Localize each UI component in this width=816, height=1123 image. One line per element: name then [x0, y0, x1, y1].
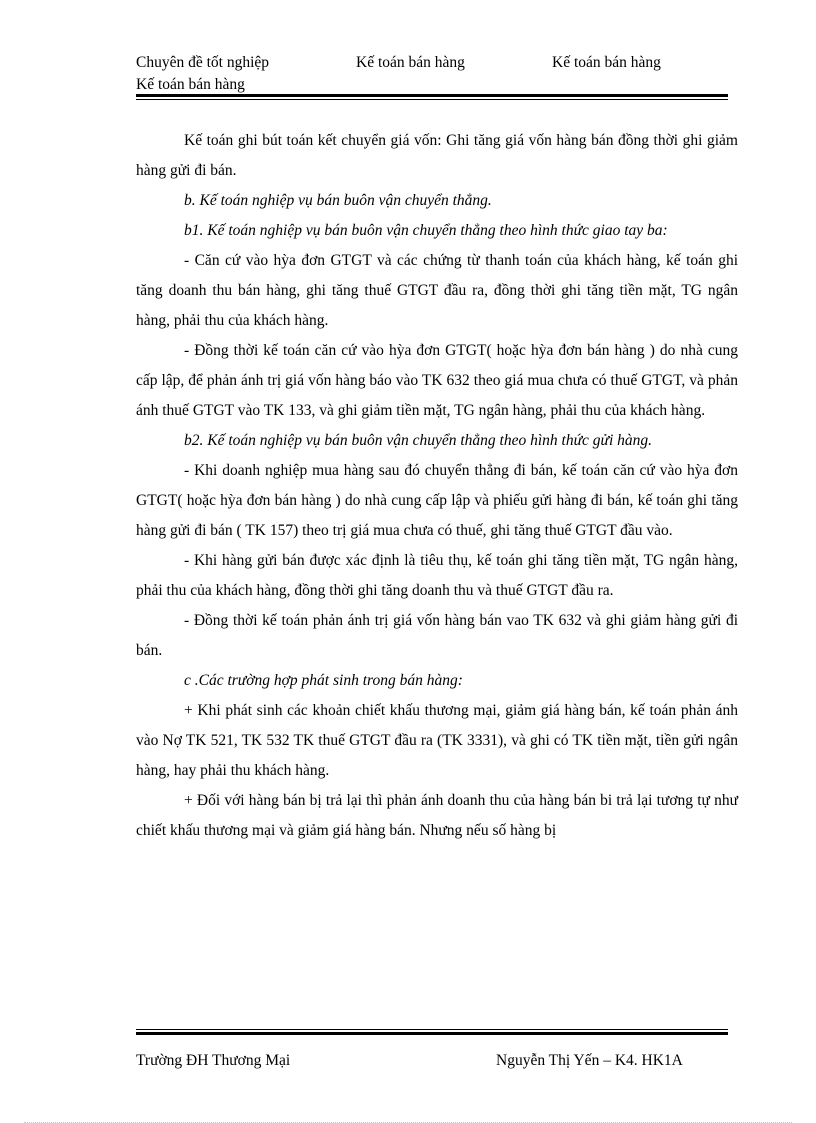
paragraph: - Đồng thời kế toán căn cứ vào hỳa đơn GTGT( hoặc hỳa đơn bán hàng ) do nhà cung cấp lập, để phản ánh trị giá vốn hàng báo vào TK 632 theo giá mua chưa có thuế GTGT, và phản ánh thuế GTGT vào TK 133, và ghi giảm tiền mặt, TG ngân hàng, phải thu của khách hàng. — [136, 342, 738, 419]
footer-rule-thin — [136, 1029, 728, 1030]
header-rule-thick — [136, 94, 728, 97]
paragraph: Kế toán ghi bút toán kết chuyển giá vốn: Ghi tăng giá vốn hàng bán đồng thời ghi giảm hàng gửi đi bán. — [136, 132, 738, 179]
header-second-line: Kế toán bán hàng — [136, 76, 245, 93]
section-heading-b: b. Kế toán nghiệp vụ bán buôn vận chuyển thẳng. — [184, 192, 492, 209]
body-text — [136, 126, 738, 846]
footer-rule — [136, 1029, 728, 1035]
header-row — [136, 54, 736, 74]
paragraph: - Căn cứ vào hỳa đơn GTGT và các chứng từ thanh toán của khách hàng, kế toán ghi tăng doanh thu bán hàng, ghi tăng thuế GTGT đầu ra, đồng thời ghi tăng tiền mặt, TG ngân hàng, phải thu của khách hàng. — [136, 252, 738, 329]
subsection-heading-b2: b2. Kế toán nghiệp vụ bán buôn vận chuyển thẳng theo hình thức gửi hàng. — [184, 432, 653, 449]
paragraph: + Khi phát sinh các khoản chiết khấu thương mại, giảm giá hàng bán, kế toán phản ánh vào Nợ TK 521, TK 532 TK thuế GTGT đầu ra (TK 3331), và ghi có TK tiền mặt, tiền gửi ngân hàng, hay phải thu khách hàng. — [136, 702, 738, 779]
paragraph: + Đối với hàng bán bị trả lại thì phản ánh doanh thu của hàng bán bi trả lại tương tự như chiết khấu thương mại và giảm giá hàng bán. Nhưng nếu số hàng bị — [136, 792, 738, 839]
header-topic-repeat: Kế toán bán hàng — [552, 54, 661, 71]
footer-university: Trường ĐH Thương Mại — [136, 1052, 291, 1069]
page-footer — [136, 1052, 736, 1074]
page-header — [136, 54, 736, 94]
section-heading-c: c .Các trường hợp phát sinh trong bán hàng: — [184, 672, 463, 689]
paragraph: - Khi hàng gửi bán được xác định là tiêu thụ, kế toán ghi tăng tiền mặt, TG ngân hàng, phải thu của khách hàng, đồng thời ghi tăng doanh thu và thuế GTGT đầu ra. — [136, 552, 738, 599]
paragraph: - Đồng thời kế toán phản ánh trị giá vốn hàng bán vao TK 632 và ghi giảm hàng gửi đi bán. — [136, 612, 738, 659]
header-rule-thin — [136, 99, 728, 100]
subsection-heading-b1: b1. Kế toán nghiệp vụ bán buôn vận chuyển thẳng theo hình thức giao tay ba: — [184, 222, 668, 239]
footer-author: Nguyễn Thị Yến – K4. HK1A — [496, 1052, 683, 1069]
header-topic: Kế toán bán hàng — [356, 54, 465, 71]
paragraph: - Khi doanh nghiệp mua hàng sau đó chuyển thẳng đi bán, kế toán căn cứ vào hỳa đơn GTGT( hoặc hỳa đơn bán hàng ) do nhà cung cấp lập và phiếu gửi hàng đi bán, kế toán ghi tăng hàng gửi đi bán ( TK 157) theo trị giá mua chưa có thuế, ghi tăng thuế GTGT đầu vào. — [136, 462, 738, 539]
header-thesis-title: Chuyên đề tốt nghiệp — [136, 54, 270, 71]
header-rule — [136, 94, 728, 100]
footer-rule-thick — [136, 1032, 728, 1035]
